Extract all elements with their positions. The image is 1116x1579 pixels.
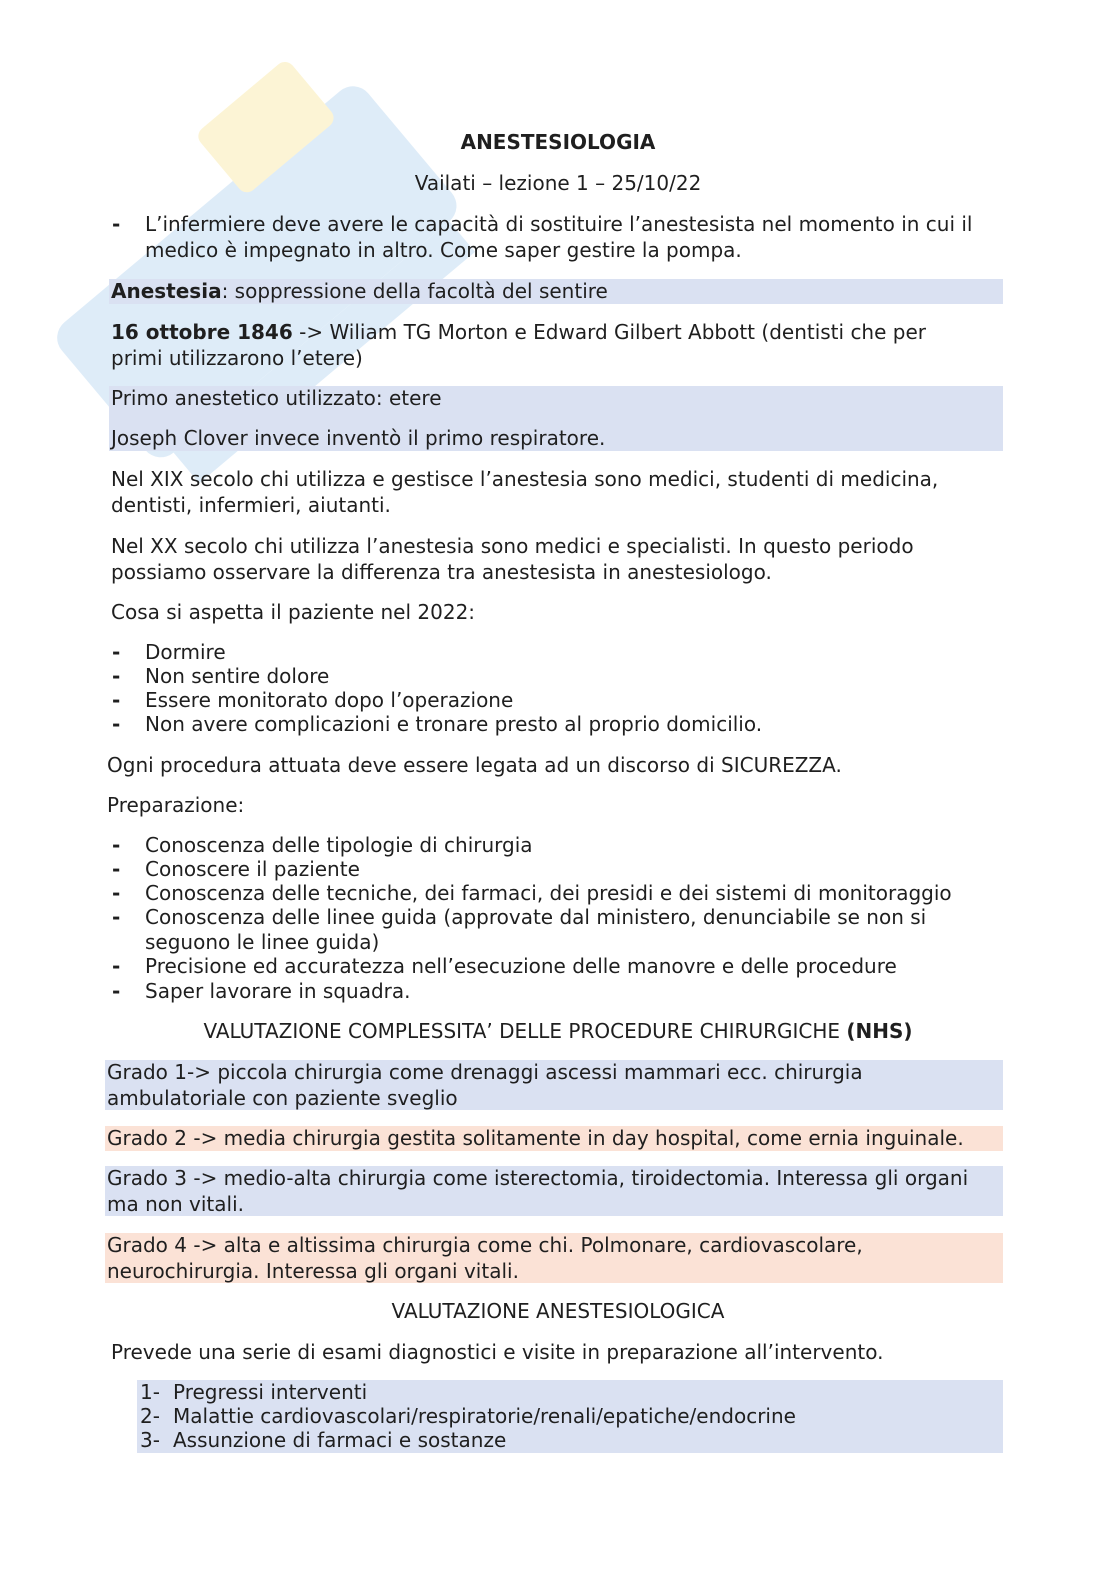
anest-heading: VALUTAZIONE ANESTESIOLOGICA [391,1299,725,1323]
bullet-dash: - [112,640,121,664]
list-item: Conoscenza delle tecniche, dei farmaci, dei presidi e dei sistemi di monitoraggio [145,881,952,905]
intro-bullet-line1: L’infermiere deve avere le capacità di sostituire l’anestesista nel momento in cui il [145,212,973,236]
grade-1-line1: Grado 1-> piccola chirurgia come drenaggi ascessi mammari ecc. chirurgia [107,1060,863,1084]
xx-line2: possiamo osservare la differenza tra anestesista in anestesiologo. [111,560,772,584]
history-line2: primi utilizzarono l’etere) [111,346,363,370]
history-date: 16 ottobre 1846 [111,320,293,344]
list-number: 3- [140,1428,160,1452]
definition [111,279,608,304]
list-number: 2- [140,1404,160,1428]
list-item: Conoscenza delle linee guida (approvate dal ministero, denunciabile se non si [145,905,927,929]
document-subtitle: Vailati – lezione 1 – 25/10/22 [414,171,702,195]
list-number: 1- [140,1380,160,1404]
complexity-heading-nhs: (NHS) [846,1019,913,1043]
grade-1-line2: ambulatoriale con paziente sveglio [107,1086,458,1110]
history-line1: 16 ottobre 1846 -> Wiliam TG Morton e Edward Gilbert Abbott (dentisti che per [111,320,926,344]
bullet-dash: - [112,857,121,881]
list-item: Pregressi interventi [173,1380,368,1404]
list-item: Non sentire dolore [145,664,330,688]
first-anesthetic: Primo anestetico utilizzato: etere [111,386,442,410]
bullet-dash: - [112,664,121,688]
xix-line1: Nel XIX secolo chi utilizza e gestisce l’anestesia sono medici, studenti di medicina, [111,467,939,491]
bullet-dash: - [112,833,121,857]
bullet-dash: - [112,212,121,236]
list-item: Conoscenza delle tipologie di chirurgia [145,833,533,857]
bullet-dash: - [112,905,121,929]
list-item: Non avere complicazioni e tronare presto al proprio domicilio. [145,712,763,736]
document-title: ANESTESIOLOGIA [460,130,656,154]
list-item: Assunzione di farmaci e sostanze [173,1428,507,1452]
prep-heading: Preparazione: [107,793,245,817]
grade-4-line1: Grado 4 -> alta e altissima chirurgia come chi. Polmonare, cardiovascolare, [107,1233,863,1257]
expect-heading: Cosa si aspetta il paziente nel 2022: [111,600,476,624]
list-item-continuation: seguono le linee guida) [145,930,380,954]
bullet-dash: - [112,954,121,978]
list-item: Conoscere il paziente [145,857,360,881]
xx-line1: Nel XX secolo chi utilizza l’anestesia sono medici e specialisti. In questo periodo [111,534,914,558]
intro-bullet-line2: medico è impegnato in altro. Come saper gestire la pompa. [145,238,742,262]
bullet-dash: - [112,881,121,905]
grade-3-line1: Grado 3 -> medio-alta chirurgia come isterectomia, tiroidectomia. Interessa gli organi [107,1166,969,1190]
list-item: Essere monitorato dopo l’operazione [145,688,514,712]
list-item: Saper lavorare in squadra. [145,979,411,1003]
clover-respirator: Joseph Clover invece inventò il primo respiratore. [111,426,606,450]
definition-term: Anestesia [111,279,222,303]
grade-2-line1: Grado 2 -> media chirurgia gestita solitamente in day hospital, come ernia inguinale. [107,1126,964,1150]
complexity-heading: VALUTAZIONE COMPLESSITA’ DELLE PROCEDURE CHIRURGICHE (NHS) [203,1019,913,1043]
bullet-dash: - [112,688,121,712]
list-item: Precisione ed accuratezza nell’esecuzione delle manovre e delle procedure [145,954,897,978]
bullet-dash: - [112,712,121,736]
xix-line2: dentisti, infermieri, aiutanti. [111,493,391,517]
list-item: Dormire [145,640,226,664]
safety-statement: Ogni procedura attuata deve essere legata ad un discorso di SICUREZZA. [107,753,842,777]
list-item: Malattie cardiovascolari/respiratorie/renali/epatiche/endocrine [173,1404,796,1428]
grade-4-line2: neurochirurgia. Interessa gli organi vitali. [107,1259,519,1283]
bullet-dash: - [112,979,121,1003]
definition-text: : soppressione della facoltà del sentire [221,279,608,303]
anest-intro: Prevede una serie di esami diagnostici e visite in preparazione all’intervento. [111,1340,884,1364]
grade-3-line2: ma non vitali. [107,1192,245,1216]
